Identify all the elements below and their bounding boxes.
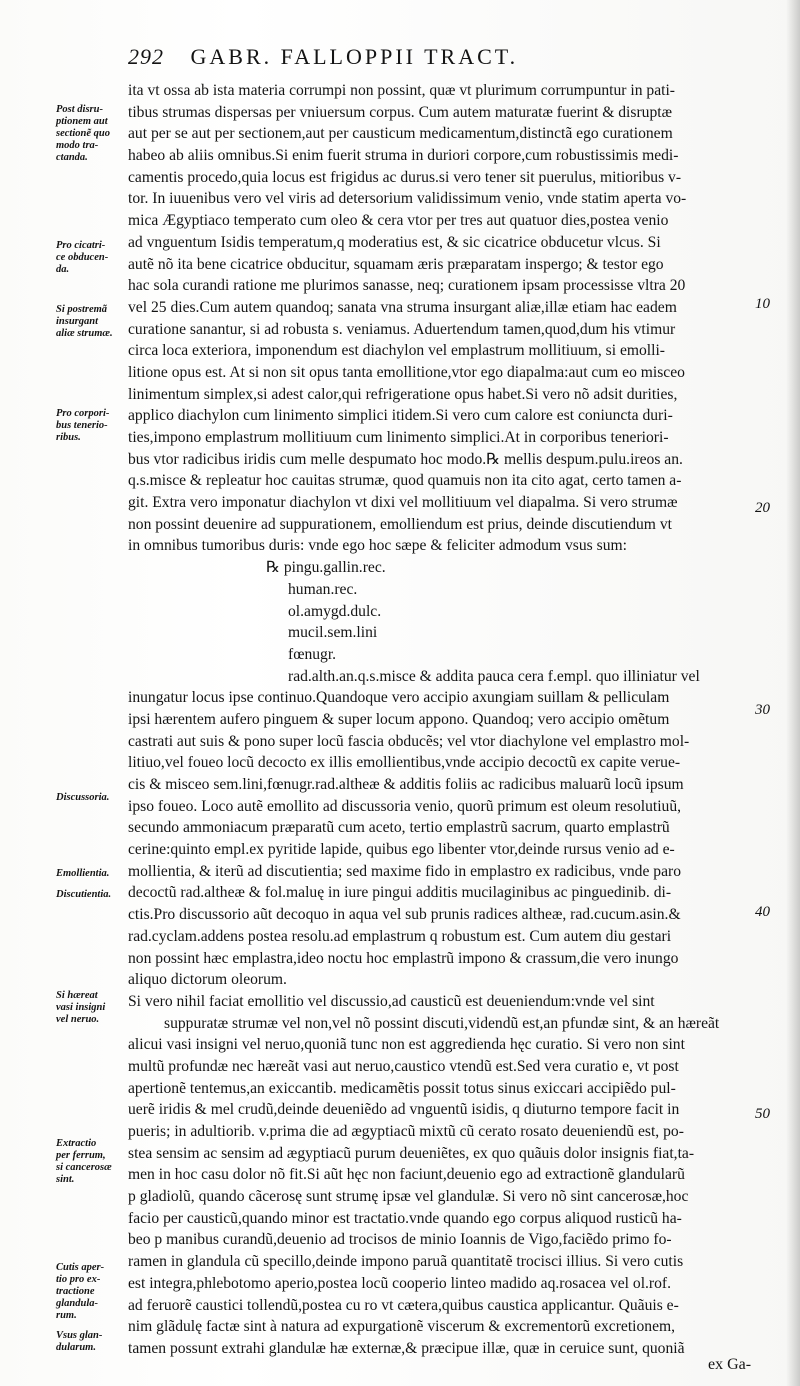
text-line: litiuo,vel foueo locũ decocto ex illis emollientibus,vnde accipio decoctũ ex capite verue-	[128, 754, 681, 772]
text-line: tor. In iuuenibus vero vel viris ad detersorium validissimum venio, vnde statim aperta vo-	[128, 190, 687, 208]
text-line: cis & misceo sem.lini,fœnugr.rad.altheæ & additis foliis ac radicibus maluarũ locũ ipsum	[128, 776, 684, 793]
text-line: inungatur locus ipse continuo.Quandoque vero accipio axungiam suillam & pelliculam	[128, 689, 670, 707]
text-line: cerine:quinto empl.ex pyritide lapide, quibus ego libenter vtor,deinde rursus venio ad e-	[128, 841, 675, 859]
text-line: habeo ab aliis omnibus.Si enim fuerit struma in duriori corpore,cum robustissimis medi-	[128, 147, 679, 165]
text-line: tamen possunt extrahi glandulæ hæ externæ,& præcipue illæ, quæ in ceruice sunt, quoniã	[128, 1339, 685, 1357]
text-line: bus vtor radicibus iridis cum melle despumato hoc modo.℞ mellis despum.pulu.ireos an.	[128, 450, 683, 468]
text-line: non possint hæc emplastra,ideo noctu hoc emplastrũ impono & crassum,die vero inungo	[128, 949, 679, 967]
text-line: hac sola curandi ratione me plurimos sanasse, neq; curationem ipsam processisse vltra 20	[128, 277, 686, 295]
text-line: applico diachylon cum linimento simplici itidem.Si vero cum calore est coniuncta duri-	[128, 407, 673, 425]
text-line: stea sensim ac sensim ad ægyptiacũ purum deueniẽtes, ex quo quãuis dolor insignis fiat,ta-	[128, 1144, 695, 1162]
page-number: 292	[128, 44, 164, 69]
running-header	[128, 44, 738, 72]
text-line: aliquo dictorum oleorum.	[128, 971, 287, 989]
recipe-line: mucil.sem.lini	[288, 624, 378, 642]
margin-note: Pro corpori- bus tenerio- ribus.	[56, 408, 110, 443]
text-line: ramen in glandula cũ specillo,deinde impono paruã quantitatẽ trocisci illius. Si vero cutis	[128, 1253, 684, 1271]
text-line: non possint deuenire ad suppurationem, emolliendum est prius, deinde discutiendum vt	[128, 515, 672, 533]
margin-note: Vsus glan- dularum.	[56, 1330, 103, 1353]
margin-note: Discutientia.	[56, 889, 112, 900]
recipe-line: fœnugr.	[288, 645, 337, 663]
text-line: nim glãdulę factæ sint à natura ad expurgationẽ viscerum & excrementorũ excretionem,	[128, 1318, 676, 1336]
text-line: ctis.Pro discussorio aũt decoquo in aqua vel sub prunis radices altheæ, rad.cucum.asin.&	[128, 906, 681, 924]
margin-notes	[0, 0, 112, 1386]
margin-note: Cutis aper- tio pro ex- tractione glandula- rum.	[56, 1262, 105, 1321]
text-line: multũ profundæ nec hæreãt vasi aut neruo,caustico vtendũ est.Sed vera curatio e, vt post	[128, 1057, 679, 1075]
text-line: pueris; in adultiorib. v.prima die ad ægyptiacũ mixtũ cũ cerato rosato deueniendũ est, po-	[128, 1123, 684, 1140]
text-line: ad vnguentum Isidis temperatum,q moderatius est, & sic cicatrice obducetur vlcus. Si	[128, 233, 661, 251]
text-line: alicui vasi insigni vel neruo,quoniã tunc non est aggredienda hęc curatio. Si vero non sint	[128, 1036, 685, 1054]
text-line: uerẽ iridis & mel crudũ,deinde deueniẽdo ad vnguentũ isidis, q diuturno tempore facit in	[128, 1101, 680, 1119]
line-number: 40	[755, 904, 770, 920]
margin-note: Pro cicatri- ce obducen- da.	[56, 240, 109, 275]
text-line: secundo ammoniacum præparatũ cum aceto, tertio emplastrũ sacrum, quarto emplastrũ	[128, 819, 670, 837]
text-line: aut per se aut per sectionem,aut per causticum medicamentum,distinctã ego curationem	[128, 125, 673, 143]
text-line: q.s.misce & repleatur hoc cauitas strumæ, quod quamuis non ita cito agat, certo tamen a-	[128, 472, 682, 490]
line-number: 10	[755, 296, 770, 312]
text-line: p gladiolũ, quando cãcerosę sunt strumę ipsæ vel glandulæ. Si vero nõ sint cancerosæ,hoc	[128, 1188, 689, 1206]
recipe-line: human.rec.	[288, 580, 358, 598]
running-title: GABR. FALLOPPII TRACT.	[190, 44, 519, 69]
text-line: suppuratæ strumæ vel non,vel nõ possint discuti,videndũ est,an pfundæ sint, & an hæreãt	[164, 1014, 720, 1032]
text-line: apertionẽ tentemus,an exiccantib. medicamẽtis possit totus sinus exiccari accipiẽdo pul-	[128, 1079, 676, 1097]
text-line: rad.cyclam.addens postea resolu.ad emplastrum q robustum est. Cum autem diu gestari	[128, 927, 672, 945]
text-line: mica Ægyptiaco temperato cum oleo & cera vtor per tres aut quatuor dies,postea venio	[128, 212, 669, 230]
text-line: curatione sanantur, si ad robusta s. veniamus. Aduertendum tamen,quod,dum his vtimur	[128, 320, 676, 338]
margin-note: Si hæreat vasi insigni vel neruo.	[56, 990, 106, 1025]
page-gutter-shadow	[786, 0, 800, 1386]
text-line: mollientia, & iterũ ad discutientia; sed maxime fido in emplastro ex radicibus, vnde paro	[128, 862, 681, 880]
margin-note: Emollientia.	[56, 868, 110, 879]
text-line: circa loca exteriora, imponendum est diachylon vel emplastrum mollitiuum, si emolli-	[128, 342, 665, 360]
text-line: git. Extra vero imponatur diachylon vt dixi vel mollitiuum vel diapalma. Si vero strumæ	[128, 494, 678, 512]
body-text	[128, 80, 728, 1381]
text-line: vel 25 dies.Cum autem quandoq; sanata vna struma insurgant aliæ,illæ etiam hac eadem	[128, 298, 677, 316]
text-line: ipsi hærentem aufero pinguem & super locum appono. Quandoq; vero accipio omẽtum	[128, 710, 670, 728]
line-number: 50	[755, 1106, 770, 1122]
text-line: ita vt ossa ab ista materia corrumpi non possint, quæ vt plurimum corrumpuntur in pati-	[128, 82, 675, 99]
text-line: decoctũ rad.altheæ & fol.maluę in iure pingui additis mucilaginibus ac pinguedinib. di-	[128, 884, 672, 902]
text-line: autẽ nõ ita bene cicatrice obducitur, squamam æris præparatam inspergo; & testor ego	[128, 255, 664, 273]
text-line: camentis procedo,quia locus est frigidus ac durus.si vero tener sit puerulus, mitioribus v-	[128, 168, 682, 186]
text-line: castrati aut suis & pono super locũ fascia obducẽs; vel vtor diachylone vel emplastro mol-	[128, 732, 690, 750]
text-line: ad feruorẽ caustici tollendũ,postea cu ro vt cætera,quibus caustica applicantur. Quãuis e-	[128, 1296, 679, 1314]
text-line: litione opus est. At si non sit opus tanta emollitione,vtor ego diapalma:aut cum eo misceo	[128, 363, 685, 381]
recipe-line: rad.alth.an.q.s.misce & addita pauca cera f.empl. quo illiniatur vel	[288, 667, 700, 685]
text-line: in omnibus tumoribus duris: vnde ego hoc sæpe & feliciter admodum vsus sum:	[128, 537, 627, 555]
margin-note: Extractio per ferrum, si cancerosæ sint.	[56, 1138, 112, 1185]
text-line: Si vero nihil faciat emollitio vel discussio,ad causticũ est deueniendum:vnde vel sint	[128, 992, 655, 1010]
line-number: 20	[755, 500, 770, 516]
text-line: beo p manibus curandũ,deuenio ad trocisos de minio Ioannis de Vigo,faciẽdo primo fo-	[128, 1231, 672, 1249]
line-number: 30	[755, 702, 770, 718]
recipe-line: ol.amygd.dulc.	[288, 602, 382, 620]
text-line: tibus strumas dispersas per vniuersum corpus. Cum autem maturatæ fuerint & disruptæ	[128, 103, 672, 121]
text-line: linimentum simplex,si adest calor,qui refrigeratione opus habet.Si vero nõ adsit durities,	[128, 385, 678, 403]
text-line: men in hoc casu dolor nõ fit.Si aũt hęc non faciunt,deuenio ego ad extractionẽ glandularũ	[128, 1166, 685, 1184]
margin-note: Post disru- ptionem aut sectionẽ quo modo tra- ctanda.	[56, 104, 110, 163]
margin-note: Si postremã insurgant aliæ strumæ.	[56, 304, 113, 339]
text-line: facio per causticũ,quando minor est tractatio.vnde quando ego corpus aliquod rusticũ ha-	[128, 1209, 682, 1227]
text-line: est integra,phlebotomo aperio,postea locũ cooperio linteo madido aq.rosacea vel ol.rof.	[128, 1274, 672, 1292]
text-line: ties,impono emplastrum mollitiuum cum linimento simplici.At in corporibus teneriori-	[128, 429, 669, 446]
margin-note: Discussoria.	[56, 792, 110, 803]
text-line	[128, 1360, 728, 1382]
recipe-line: ℞ pingu.gallin.rec.	[266, 559, 386, 577]
text-line: ipso foueo. Loco autẽ emollito ad discussoria venio, quorũ primum est oleum resolutiuũ,	[128, 797, 682, 815]
catchword: ex Ga-	[708, 1356, 752, 1373]
